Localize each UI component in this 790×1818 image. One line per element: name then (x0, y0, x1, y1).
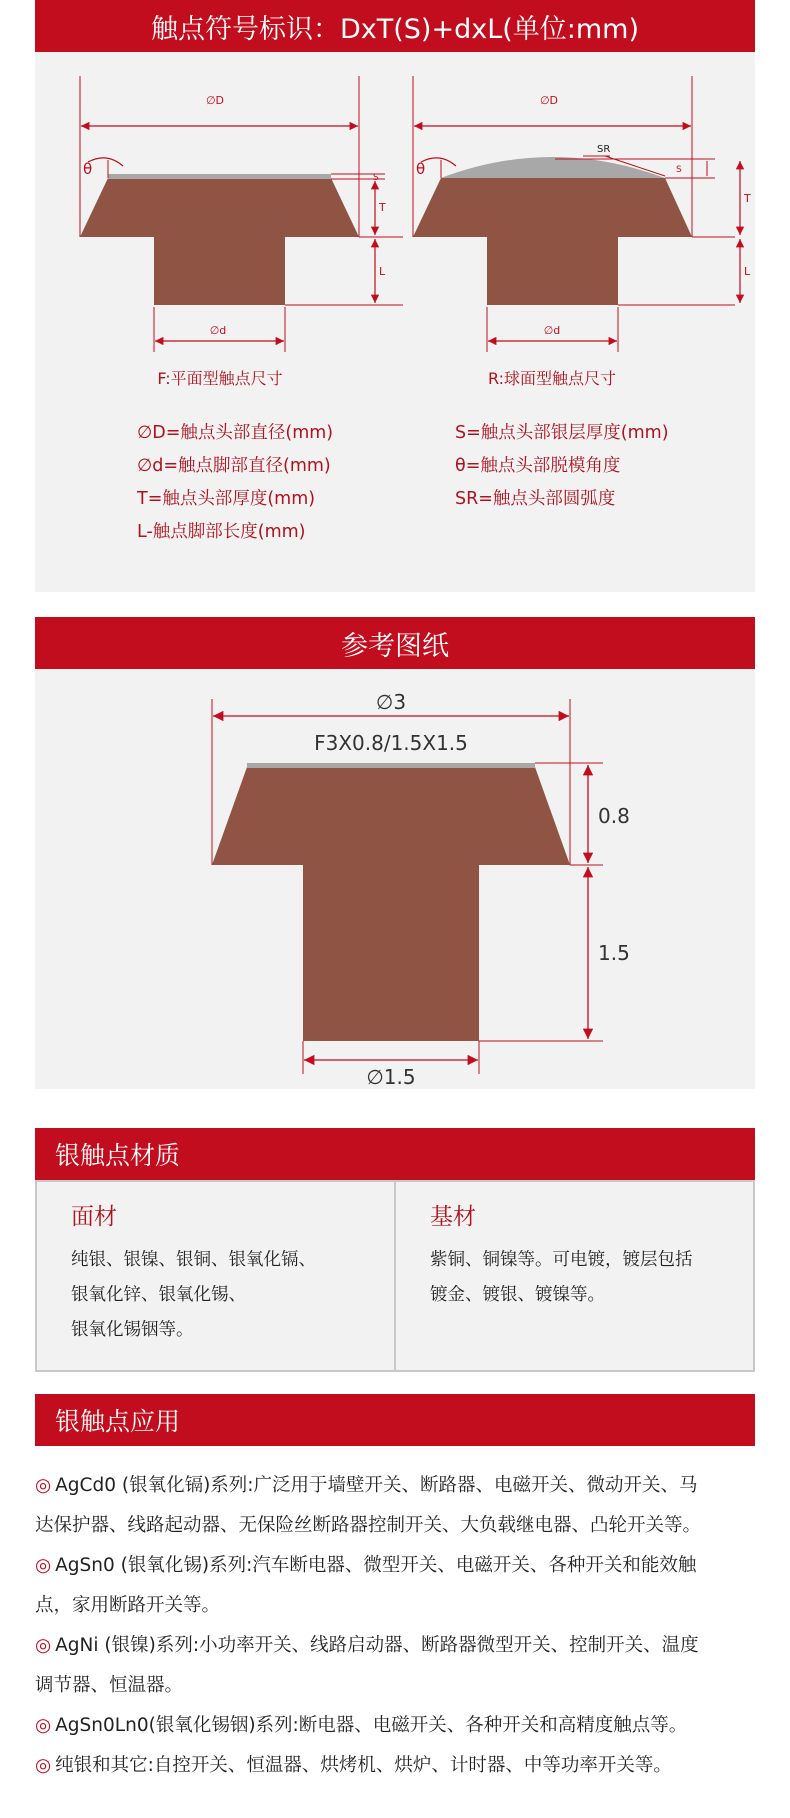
dimension-diagram-panel (35, 52, 755, 592)
flat-foot (154, 237, 285, 305)
reference-drawing-panel (35, 669, 755, 1089)
section-title-drawing: 参考图纸 (341, 630, 449, 662)
section-header-application (35, 1394, 755, 1446)
flat-silver-layer (108, 174, 331, 179)
flat-caption: F:平面型触点尺寸 (157, 369, 283, 388)
application-item-cont: 点，家用断路开关等。 (35, 1595, 221, 1616)
section-title-material: 银触点材质 (55, 1141, 181, 1170)
bullet-mark-icon: ◎ (35, 1475, 52, 1496)
flat-s-label: S (373, 173, 379, 183)
surface-material-text (71, 1243, 360, 1348)
sphere-head (413, 178, 692, 237)
application-item: ◎ AgCd0 (银氧化镉)系列:广泛用于墙壁开关、断路器、电磁开关、微动开关、马 (35, 1475, 698, 1496)
sphere-dia-label: ∅D (539, 94, 559, 107)
application-item-cont: 调节器、恒温器。 (35, 1675, 184, 1696)
flat-theta-label: θ (83, 160, 93, 178)
sphere-sr-label: SR (597, 144, 611, 155)
legend-item: ∅d=触点脚部直径(mm) (137, 456, 331, 476)
section-title-application: 银触点应用 (55, 1407, 181, 1436)
sphere-silver-cap (441, 157, 665, 178)
sphere-s-label: S (676, 165, 682, 175)
application-item-cont: 达保护器、线路起动器、无保险丝断路器控制开关、大负载继电器、凸轮开关等。 (35, 1515, 702, 1536)
sphere-t-label: T (744, 192, 751, 205)
legend-right (455, 417, 669, 516)
section-header-symbol (35, 0, 755, 52)
bullet-mark-icon: ◎ (35, 1635, 52, 1656)
sphere-foot (487, 237, 618, 305)
surface-material-title: 面材 (71, 1204, 117, 1230)
ref-foot (303, 865, 479, 1041)
legend-item: L-触点脚部长度(mm) (137, 522, 306, 542)
flat-head (80, 178, 359, 237)
legend-item: ∅D=触点头部直径(mm) (137, 423, 334, 443)
sphere-foot-dia-label: ∅d (543, 324, 561, 337)
dimension-diagrams (35, 52, 755, 392)
surface-material-line: 纯银、银镍、银铜、银氧化镉、 (71, 1250, 316, 1270)
application-item: ◎ AgSn0 (银氧化锡)系列:汽车断电器、微型开关、电磁开关、各种开关和能效触 (35, 1555, 697, 1576)
bullet-mark-icon: ◎ (35, 1715, 52, 1736)
flat-contact-diagram (80, 76, 403, 352)
ref-head (212, 767, 570, 865)
material-table (35, 1180, 755, 1372)
base-material-title: 基材 (430, 1204, 476, 1230)
section-header-drawing (35, 617, 755, 669)
flat-l-label: L (379, 265, 386, 278)
sphere-contact-diagram (413, 76, 751, 352)
base-material-line: 紫铜、铜镍等。可电镀，镀层包括 (430, 1250, 693, 1270)
base-material-column (394, 1182, 753, 1370)
flat-t-label: T (379, 201, 386, 214)
legend-item: T=触点头部厚度(mm) (137, 489, 316, 509)
flat-dia-label: ∅D (205, 94, 225, 107)
legend-item: S=触点头部银层厚度(mm) (455, 423, 669, 443)
legend-item: θ=触点头部脱模角度 (455, 456, 621, 476)
section-header-material (35, 1128, 755, 1180)
bullet-mark-icon: ◎ (35, 1555, 52, 1576)
ref-silver-layer (247, 763, 535, 768)
surface-material-column (37, 1182, 394, 1370)
base-material-line: 镀金、镀银、镀镍等。 (430, 1285, 605, 1305)
head-thickness-label: 0.8 (598, 804, 630, 828)
application-item: ◎ AgSn0Ln0(银氧化锡铟)系列:断电器、电磁开关、各种开关和高精度触点等。 (35, 1715, 688, 1736)
reference-drawing (35, 669, 755, 1089)
surface-material-line: 银氧化锌、银氧化锡、 (71, 1285, 246, 1305)
sphere-l-label: L (744, 265, 751, 278)
legend-left (137, 417, 333, 549)
base-material-text (430, 1243, 719, 1313)
bullet-mark-icon: ◎ (35, 1755, 52, 1776)
section-title-symbol: 触点符号标识：DxT(S)+dxL(单位:mm) (150, 13, 640, 45)
application-item: ◎ AgNi (银镍)系列:小功率开关、线路启动器、断路器微型开关、控制开关、温度 (35, 1635, 699, 1656)
legend-item: SR=触点头部圆弧度 (455, 489, 616, 509)
part-code-label: F3X0.8/1.5X1.5 (314, 731, 468, 755)
flat-foot-dia-label: ∅d (209, 324, 227, 337)
sphere-caption: R:球面型触点尺寸 (487, 369, 617, 388)
application-list (35, 1466, 765, 1786)
foot-dia-label: ∅1.5 (366, 1065, 416, 1089)
application-item: ◎ 纯银和其它:自控开关、恒温器、烘烤机、烘炉、计时器、中等功率开关等。 (35, 1755, 672, 1776)
sphere-theta-label: θ (416, 160, 426, 178)
surface-material-line: 银氧化锡铟等。 (71, 1320, 194, 1340)
foot-length-label: 1.5 (598, 941, 630, 965)
head-dia-label: ∅3 (375, 690, 407, 714)
